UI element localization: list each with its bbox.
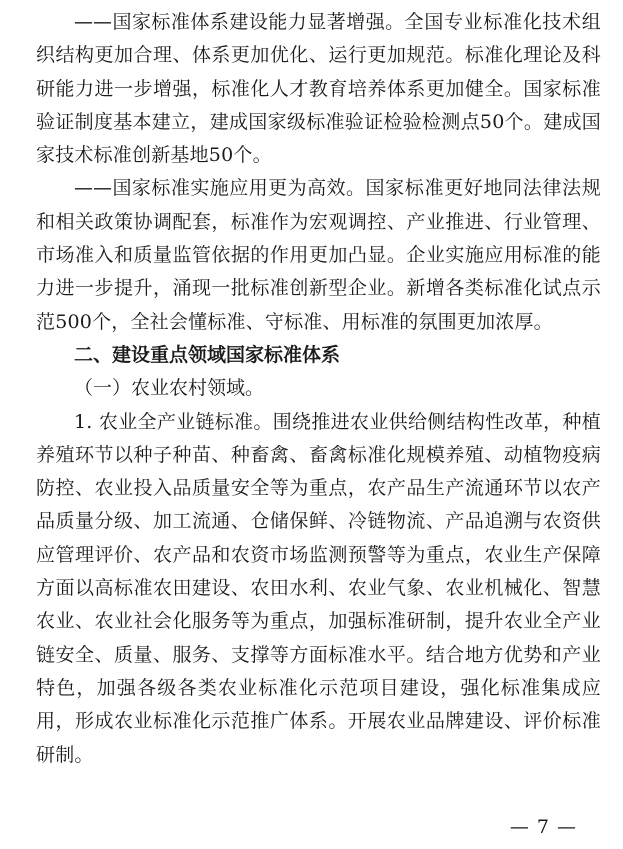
- paragraph-lead: ——国家标准体系建设能力显著增强。: [74, 11, 405, 33]
- item-text: 围绕推进农业供给侧结构性改革，种植养殖环节以种子种苗、种畜禽、畜禽标准化规模养殖、动植物疫病防控、农业投入品质量安全等为重点，农产品生产流通环节以农产品质量分级、加工流通、仓储保鲜、冷链物流、产品追溯与农资供应管理评价、农产品和农资市场监测预警等为重点，农业生产保障方面以高标准农田建设、农田水利、农业气象、农业机械化、智慧农业、农业社会化服务等为重点，加强标准研制，提升农业全产业链安全、质量、服务、支撑等方面标准水平。结合地方优势和产业特色，加强各级各类农业标准化示范项目建设，强化标准集成应用，形成农业标准化示范推广体系。开展农业品牌建设、评价标准研制。: [36, 410, 601, 766]
- subsection-heading: （一）农业农村领域。: [74, 377, 265, 400]
- item-label: 1. 农业全产业链标准。: [74, 410, 273, 433]
- section-heading: 二、建设重点领域国家标准体系: [74, 343, 341, 366]
- paragraph-standard-implementation: [36, 172, 601, 338]
- paragraph-standard-capacity: [36, 6, 601, 172]
- item-agriculture-chain: [36, 406, 601, 772]
- paragraph-text: 全国专业标准化技术组织结构更加合理、体系更加优化、运行更加规范。标准化理论及科研能力进一步增强，标准化人才教育培养体系更加健全。国家标准验证制度基本建立，建成国家级标准验证检验检测点50个。建成国家技术标准创新基地50个。: [36, 11, 601, 167]
- paragraph-text: 国家标准更好地同法律法规和相关政策协调配套，标准作为宏观调控、产业推进、行业管理、市场准入和质量监管依据的作用更加凸显。企业实施应用标准的能力进一步提升，涌现一批标准创新型企业。新增各类标准化试点示范500个，全社会懂标准、守标准、用标准的氛围更加浓厚。: [36, 177, 601, 333]
- document-page: [36, 6, 601, 772]
- paragraph-lead: ——国家标准实施应用更为高效。: [74, 177, 366, 200]
- page-number: — 7 —: [509, 816, 577, 838]
